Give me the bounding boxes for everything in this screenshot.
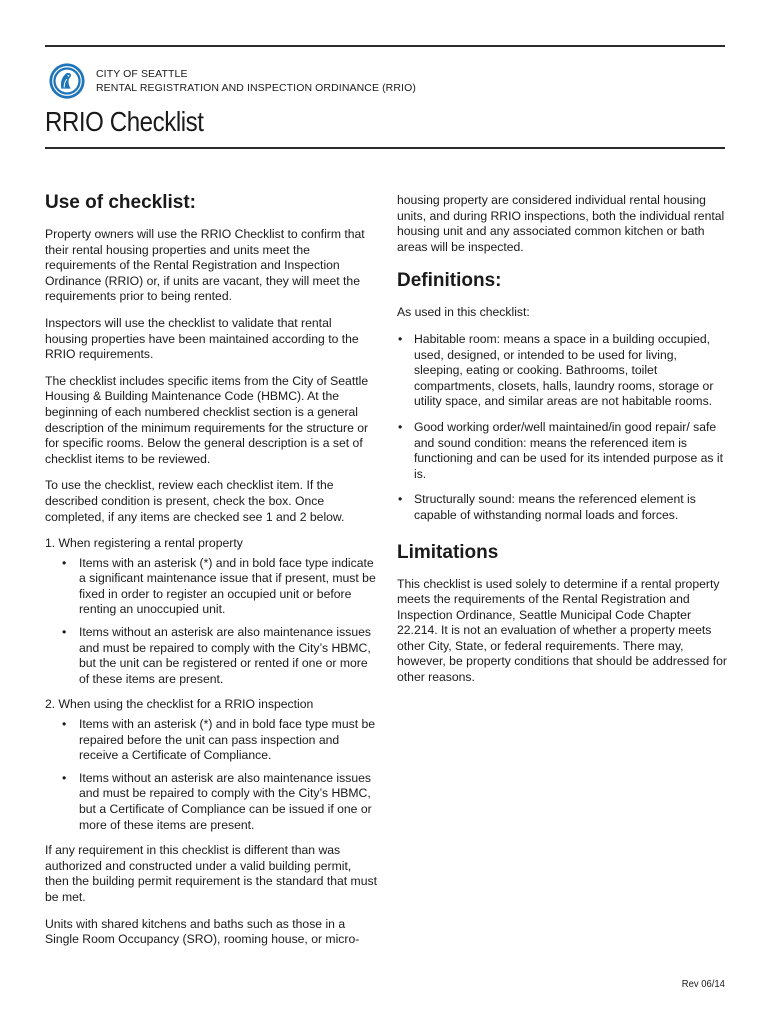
definition-text: Good working order/well maintained/in good repair/ safe and sound condition: means the referenced item is functioning and can be used for its intended purpose as it is. — [414, 419, 723, 481]
paragraph-inspectors: Inspectors will use the checklist to validate that rental housing properties have been maintained according to the RRIO requirements. — [45, 315, 359, 362]
bullet-marker: • — [398, 419, 403, 434]
numbered-item-inspection — [45, 697, 377, 833]
numbered-item-heading: 2. When using the checklist for a RRIO inspection — [45, 697, 314, 712]
paragraph-property-owners: Property owners will use the RRIO Checklist to confirm that their rental housing properties and units meet the requirements of the Rental Registration and Inspection Ordinance (RRIO) or, if units are vacant, they will meet the requirements prior to being rented. — [45, 227, 365, 304]
bullet-text: Items with an asterisk (*) and in bold face type must be repaired before the unit can pass inspection and receive a Certificate of Compliance. — [79, 717, 376, 763]
limitations-text: This checklist is used solely to determine if a rental property meets the requirements of the Rental Registration and Inspection Ordinance, Seattle Municipal Code Chapter 22.214. It is not an evaluation of whether a property meets other City, State, or federal requirements. There may, however, be property conditions that should be addressed for other reasons. — [397, 576, 727, 685]
definitions-list — [397, 332, 728, 524]
bullet-marker: • — [398, 331, 403, 346]
paragraph-shared-kitchens: Units with shared kitchens and baths such as those in a Single Room Occupancy (SRO), rooming house, or micro- — [45, 916, 360, 947]
agency-line-city: CITY OF SEATTLE — [96, 68, 188, 80]
definition-structurally-sound — [397, 492, 728, 523]
bullet-item — [45, 771, 377, 833]
definition-habitable-room — [397, 332, 728, 410]
definition-text: Structurally sound: means the referenced element is capable of withstanding normal loads and forces. — [414, 492, 696, 522]
paragraph-checklist-includes: The checklist includes specific items from the City of Seattle Housing & Building Maintenance Code (HBMC). At the beginning of each numbered checklist section is a general description of the minimum requirements for the structure or for specific rooms. Below the general description is a set of checklist items to be reviewed. — [45, 373, 369, 466]
bullet-item — [45, 717, 377, 764]
definitions-heading: Definitions: — [397, 270, 502, 292]
revision-label: Rev 06/14 — [681, 978, 725, 990]
definition-text: Habitable room: means a space in a building occupied, used, designed, or intended to be used for living, sleeping, eating or cooking. Bathrooms, toilet compartments, closets, halls, laundry rooms, storage or utility space, and similar areas are not habitable rooms. — [414, 331, 714, 409]
numbered-item-registering — [45, 536, 377, 687]
definitions-intro: As used in this checklist: — [397, 305, 530, 320]
title-rule — [45, 147, 725, 149]
bullet-marker: • — [398, 492, 403, 507]
paragraph-continuation: housing property are considered individual rental housing units, and during RRIO inspections, both the individual rental housing unit and any associated common kitchen or bath areas will be inspected. — [397, 193, 725, 254]
bullet-list — [45, 556, 377, 688]
definition-good-working-order — [397, 420, 728, 482]
bullet-text: Items without an asterisk are also maintenance issues and must be repaired to comply with the City’s HBMC, but a Certificate of Compliance can be issued if one or more of these items are present. — [79, 770, 372, 832]
bullet-item — [45, 556, 377, 618]
bullet-marker: • — [62, 555, 67, 570]
paragraph-how-to-use: To use the checklist, review each checklist item. If the described condition is present, check the box. Once completed, if any items are checked see 1 and 2 below. — [45, 478, 345, 524]
bullet-item — [45, 625, 377, 687]
agency-line-ordinance: RENTAL REGISTRATION AND INSPECTION ORDINANCE (RRIO) — [96, 81, 416, 94]
top-rule — [45, 45, 725, 47]
use-of-checklist-heading: Use of checklist: — [45, 192, 196, 213]
bullet-marker: • — [62, 770, 67, 785]
right-column — [397, 193, 728, 697]
city-of-seattle-seal-icon — [48, 62, 86, 100]
bullet-marker: • — [62, 717, 67, 732]
agency-header — [96, 68, 416, 95]
numbered-item-heading: 1. When registering a rental property — [45, 536, 243, 551]
left-column — [45, 192, 377, 959]
limitations-heading: Limitations — [397, 541, 499, 563]
bullet-text: Items without an asterisk are also maintenance issues and must be repaired to comply with the City’s HBMC, but the unit can be registered or rented if one or more of these items are present. — [79, 625, 371, 686]
paragraph-building-permit: If any requirement in this checklist is different than was authorized and constructed under a valid building permit, then the building permit requirement is the standard that must be met. — [45, 843, 377, 904]
document-title: RRIO Checklist — [45, 106, 204, 137]
bullet-text: Items with an asterisk (*) and in bold face type indicate a significant maintenance issue that if present, must be fixed in order to register an occupied unit or before renting an unoccupied unit. — [79, 555, 376, 617]
bullet-marker: • — [62, 625, 67, 640]
bullet-list — [45, 717, 377, 833]
